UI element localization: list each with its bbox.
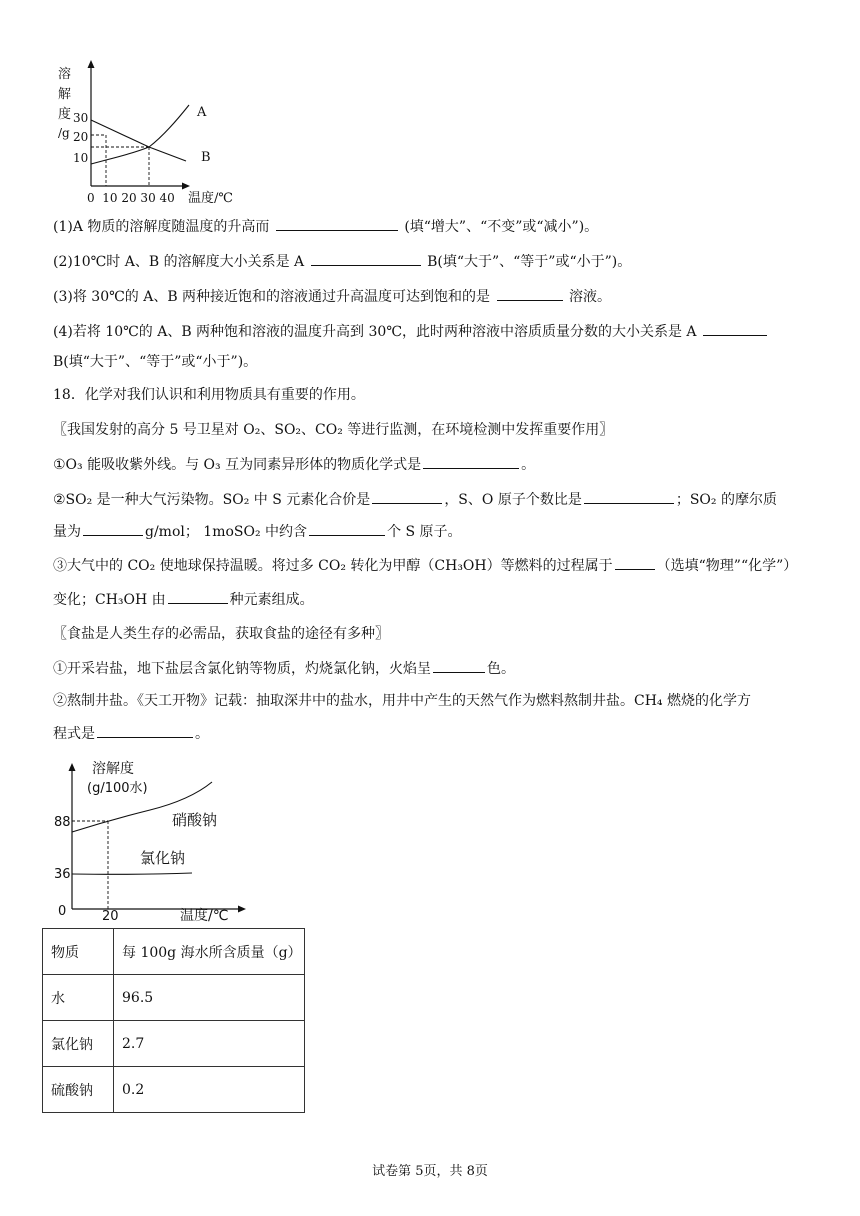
table-cell: 氯化钠 [43,1021,114,1067]
q17-part2: (2)10℃时 A、B 的溶解度大小关系是 A B(填“大于”、“等于”或“小于”)。 [53,251,631,272]
q18-salt2: ②熬制井盐。《天工开物》记载：抽取深井中的盐水，用井中产生的天然气作为燃料熬制井盐。CH₄ 燃烧的化学方 [53,693,751,709]
solubility-chart-salts [50,754,255,926]
y-label-char: 度 [58,107,72,122]
answer-blank[interactable] [497,286,563,301]
answer-blank[interactable] [97,723,193,738]
y-label-char: /g [58,126,70,140]
table-row [43,1021,305,1067]
x-axis-label: 温度/℃ [188,191,233,203]
answer-blank[interactable] [311,251,421,266]
q18-salt1: ①开采岩盐，地下盐层含氯化钠等物质，灼烧氯化钠，火焰呈 色。 [53,658,515,679]
y-tick-label: 20 [73,130,89,144]
x-tick-labels: 0 10 20 30 40 [87,191,175,203]
answer-blank[interactable] [276,216,398,231]
answer-blank[interactable] [615,555,655,570]
origin-label: 0 [58,904,67,919]
q18-section2: 〖食盐是人类生存的必需品，获取食盐的途径有多种〗 [53,626,389,642]
answer-blank[interactable] [168,589,228,604]
x-axis-arrow-icon [182,183,190,190]
y-label-char: 溶 [58,67,72,82]
answer-blank[interactable] [433,658,485,673]
series-label-a: A [197,105,207,120]
y-tick-label: 10 [73,151,89,165]
answer-blank[interactable] [584,489,674,504]
y-axis-arrow-icon [88,60,95,68]
series-label-b: B [201,150,211,165]
table-cell: 96.5 [114,975,305,1021]
table-cell: 2.7 [114,1021,305,1067]
q18-co2: ③大气中的 CO₂ 使地球保持温暖。将过多 CO₂ 转化为甲醇（CH₃OH）等燃料的过程属于 （选填“物理”“化学”） [53,555,797,576]
q18-so2-cont: 量为 g/mol； 1moSO₂ 中约含 个 S 原子。 [53,521,462,542]
x-axis-label: 温度/℃ [180,908,229,924]
q18-so2: ②SO₂ 是一种大气污染物。SO₂ 中 S 元素化合价是 ，S、O 原子个数比是 ；SO₂ 的摩尔质 [53,489,777,510]
x-axis-arrow-icon [238,906,246,913]
table-header-row [43,929,305,975]
curve-sodium-chloride [72,873,192,874]
table-header-cell: 每 100g 海水所含质量（g） [114,929,305,975]
table-row [43,1067,305,1113]
table-row [43,975,305,1021]
q18-salt2-cont: 程式是 。 [53,723,209,744]
answer-blank[interactable] [309,521,385,536]
q18-title: 18．化学对我们认识和利用物质具有重要的作用。 [53,387,365,403]
q17-part1: (1)A 物质的溶解度随温度的升高而 (填“增大”、“不变”或“减小”)。 [53,216,598,237]
q18-co2-cont: 变化；CH₃OH 由 种元素组成。 [53,589,314,610]
x-tick-label: 20 [102,909,119,924]
answer-blank[interactable] [372,489,442,504]
q17-part4-cont: B(填“大于”、“等于”或“小于”)。 [53,354,258,370]
y-label-char: 解 [58,87,72,102]
y-label: 溶解度 [92,761,134,777]
answer-blank[interactable] [423,454,519,469]
y-tick-label: 30 [73,111,89,125]
q17-part3: (3)将 30℃的 A、B 两种接近饱和的溶液通过升高温度可达到饱和的是 溶液。 [53,286,611,307]
q17-part4: (4)若将 10℃的 A、B 两种饱和溶液的温度升高到 30℃，此时两种溶液中溶质质量分数的大小关系是 A [53,321,769,342]
answer-blank[interactable] [703,321,767,336]
series-label-sodium-chloride: 氯化钠 [140,849,186,867]
table-cell: 硫酸钠 [43,1067,114,1113]
q18-section1: 〖我国发射的高分 5 号卫星对 O₂、SO₂、CO₂ 等进行监测，在环境检测中发挥重要作用〗 [53,422,614,438]
y-tick-label: 88 [54,815,71,830]
table-cell: 0.2 [114,1067,305,1113]
solubility-chart-ab [44,58,244,203]
page-footer: 试卷第 5页，共 8页 [372,1164,488,1179]
seawater-composition-table [42,928,305,1113]
y-axis-arrow-icon [69,763,76,771]
table-cell: 水 [43,975,114,1021]
q18-o3: ①O₃ 能吸收紫外线。与 O₃ 互为同素异形体的物质化学式是 。 [53,454,535,475]
series-label-sodium-nitrate: 硝酸钠 [172,811,218,829]
answer-blank[interactable] [83,521,143,536]
y-tick-label: 36 [54,867,71,882]
y-label-unit: (g/100水) [87,781,148,796]
table-header-cell: 物质 [43,929,114,975]
